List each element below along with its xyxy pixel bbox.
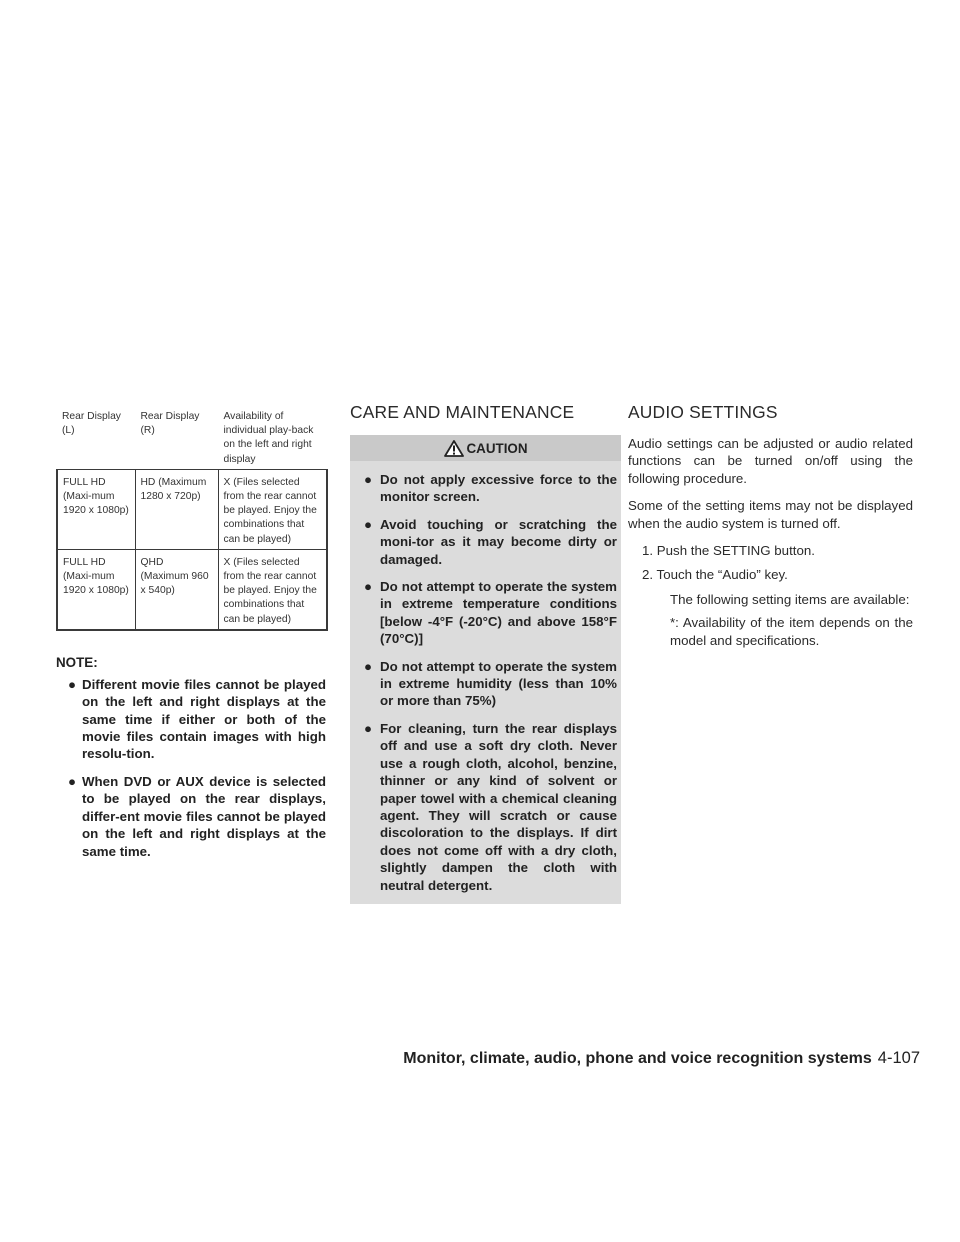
table-header-cell: Rear Display (L) (57, 400, 135, 469)
table-row (57, 549, 327, 630)
procedure-step: 1. Push the SETTING button. (642, 543, 815, 559)
page-footer (403, 1049, 920, 1068)
audio-intro-paragraph: Audio settings can be adjusted or audio related functions can be turned on/off using the following procedure. (628, 436, 913, 486)
caution-item (350, 658, 621, 710)
table-cell: FULL HD (Maxi-mum 1920 x 1080p) (57, 549, 135, 630)
caution-item (350, 471, 621, 506)
bullet-icon: ● (68, 773, 77, 789)
left-column (56, 400, 326, 870)
audio-note-paragraph: Some of the setting items may not be displayed when the audio system is turned off. (628, 498, 913, 531)
caution-item-text: For cleaning, turn the rear displays off and use a soft dry cloth. Never use a rough cloth, alcohol, benzine, thinner or any kind of solvent or paper towel with a chemical cleaning agent. They will scratch or cause discoloration to the displays. If dirt does not come off with a dry cloth, slightly dampen the cloth with neutral detergent. (380, 720, 617, 893)
table-cell: HD (Maximum 1280 x 720p) (135, 469, 218, 549)
table-header-cell: Availability of individual play-back on the left and right display (218, 400, 327, 469)
bullet-icon: ● (364, 516, 373, 532)
caution-item-text: Do not attempt to operate the system in extreme temperature conditions [below -4°F (-20°C) and above 158°F (70°C)] (380, 579, 617, 647)
display-compatibility-table (56, 400, 328, 631)
note-title: NOTE: (56, 654, 98, 670)
table-cell: QHD (Maximum 960 x 540p) (135, 549, 218, 630)
caution-label: CAUTION (466, 441, 528, 456)
chapter-title: Monitor, climate, audio, phone and voice recognition systems (403, 1050, 872, 1067)
caution-item (350, 578, 621, 648)
note-item-text: When DVD or AUX device is selected to be played on the rear displays, differ-ent movie files cannot be played on the left and right displays at the same time. (82, 773, 326, 859)
table-header-row (57, 400, 327, 469)
bullet-icon: ● (68, 676, 77, 692)
note-item (56, 676, 326, 763)
bullet-icon: ● (364, 658, 373, 674)
caution-item-text: Do not attempt to operate the system in extreme humidity (less than 10% or more than 75%) (380, 658, 617, 709)
page-number: 4-107 (877, 1049, 920, 1067)
table-cell: FULL HD (Maxi-mum 1920 x 1080p) (57, 469, 135, 549)
warning-icon (444, 440, 464, 457)
audio-section-title: AUDIO SETTINGS (628, 402, 778, 422)
table-cell: X (Files selected from the rear cannot be played. Enjoy the combinations that can be played) (218, 549, 327, 630)
care-section-title: CARE AND MAINTENANCE (350, 402, 575, 422)
right-column (628, 400, 913, 655)
caution-item-text: Do not apply excessive force to the monitor screen. (380, 472, 617, 505)
note-item-text: Different movie files cannot be played on the left and right displays at the same time if either or both of the movie files contain images with high resolu-tion. (82, 676, 326, 762)
bullet-icon: ● (364, 579, 373, 595)
caution-item (350, 720, 621, 894)
bullet-icon: ● (364, 472, 373, 487)
middle-column (350, 400, 621, 904)
note-item (56, 773, 326, 860)
table-header-cell: Rear Display (R) (135, 400, 218, 469)
procedure-footnote: *: Availability of the item depends on the model and specifications. (670, 615, 913, 648)
caution-header (350, 435, 621, 461)
caution-item-text: Avoid touching or scratching the moni-tor as it may become dirty or damaged. (380, 516, 617, 567)
bullet-icon: ● (364, 720, 373, 736)
caution-box (350, 435, 621, 904)
procedure-step: 2. Touch the “Audio” key. (642, 567, 788, 583)
procedure-substep: The following setting items are available: (670, 591, 910, 607)
table-row (57, 469, 327, 549)
table-cell: X (Files selected from the rear cannot be played. Enjoy the combinations that can be played) (218, 469, 327, 549)
caution-item (350, 516, 621, 568)
